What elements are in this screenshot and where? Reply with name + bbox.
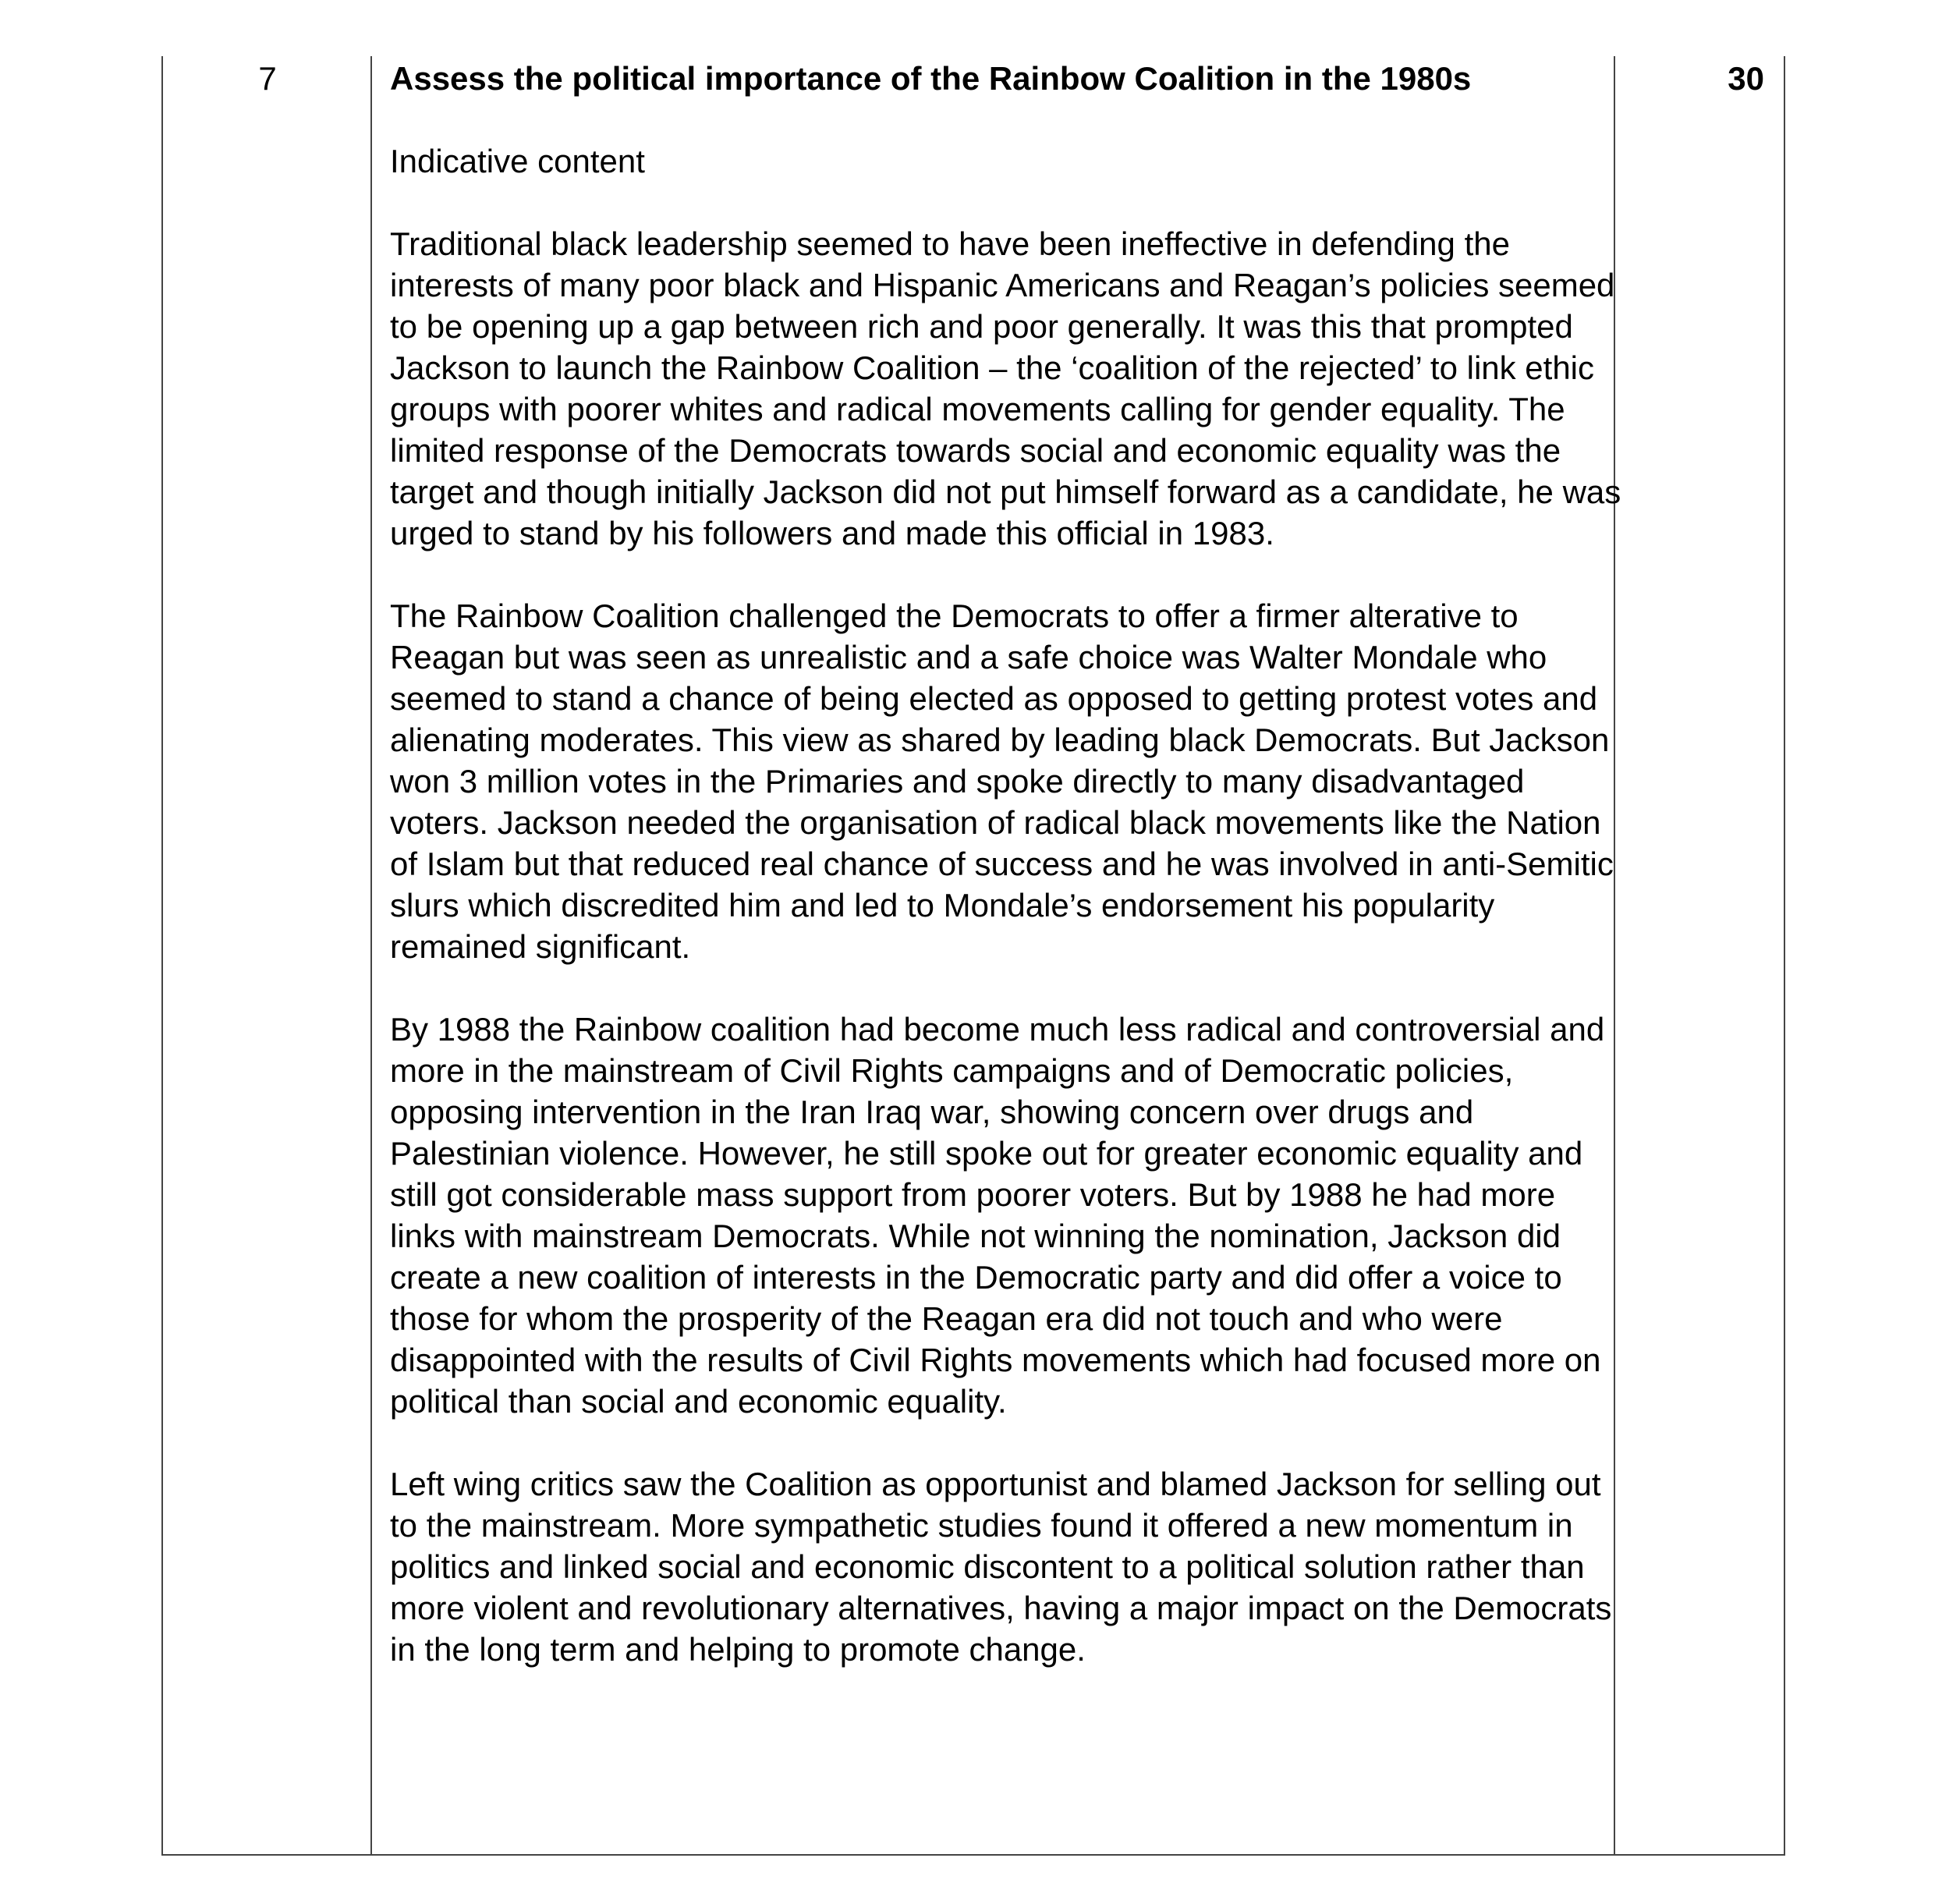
content-paragraph: By 1988 the Rainbow coalition had become much less radical and controversial and more in the mainstream of Civil Rights campaigns and of Democratic policies, opposing intervention in the Iran Iraq war, showing concern over drugs and Palestinian violence. However, he still spoke out for greater economic equality and still got considerable mass support from poorer voters. But by 1988 he had more links with mainstream Democrats. While not winning the nomination, Jackson did create a new coalition of interests in the Democratic party and did offer a voice to those for whom the prosperity of the Reagan era did not touch and who were disappointed with the results of Civil Rights movements which had focused more on political than social and economic equality. — [390, 1011, 1605, 1420]
mark-scheme-table — [161, 56, 1785, 1856]
answer-content — [390, 56, 1622, 1670]
question-marks: 30 — [1728, 60, 1764, 97]
question-number: 7 — [258, 60, 277, 97]
content-paragraph: The Rainbow Coalition challenged the Democrats to offer a firmer alterative to Reagan but was seen as unrealistic and a safe choice was Walter Mondale who seemed to stand a chance of being elected as opposed to getting protest votes and alienating moderates. This view as shared by leading black Democrats. But Jackson won 3 million votes in the Primaries and spoke directly to many disadvantaged voters. Jackson needed the organisation of radical black movements like the Nation of Islam but that reduced real chance of success and he was involved in anti-Semitic slurs which discredited him and led to Mondale’s endorsement his popularity remained significant. — [390, 597, 1614, 965]
indicative-content-heading: Indicative content — [390, 143, 645, 179]
content-paragraph: Left wing critics saw the Coalition as opportunist and blamed Jackson for selling out to the mainstream. More sympathetic studies found it offered a new momentum in politics and linked social and economic discontent to a political solution rather than more violent and revolutionary alternatives, having a major impact on the Democrats in the long term and helping to promote change. — [390, 1466, 1612, 1668]
content-paragraph: Traditional black leadership seemed to have been ineffective in defending the interests of many poor black and Hispanic Americans and Reagan’s policies seemed to be opening up a gap between rich and poor generally. It was this that prompted Jackson to launch the Rainbow Coalition – the ‘coalition of the rejected’ to link ethic groups with poorer whites and radical movements calling for gender equality. The limited response of the Democrats towards social and economic equality was the target and though initially Jackson did not put himself forward as a candidate, he was urged to stand by his followers and made this official in 1983. — [390, 225, 1621, 551]
column-divider — [370, 56, 372, 1854]
question-title: Assess the political importance of the Rainbow Coalition in the 1980s — [390, 60, 1472, 97]
